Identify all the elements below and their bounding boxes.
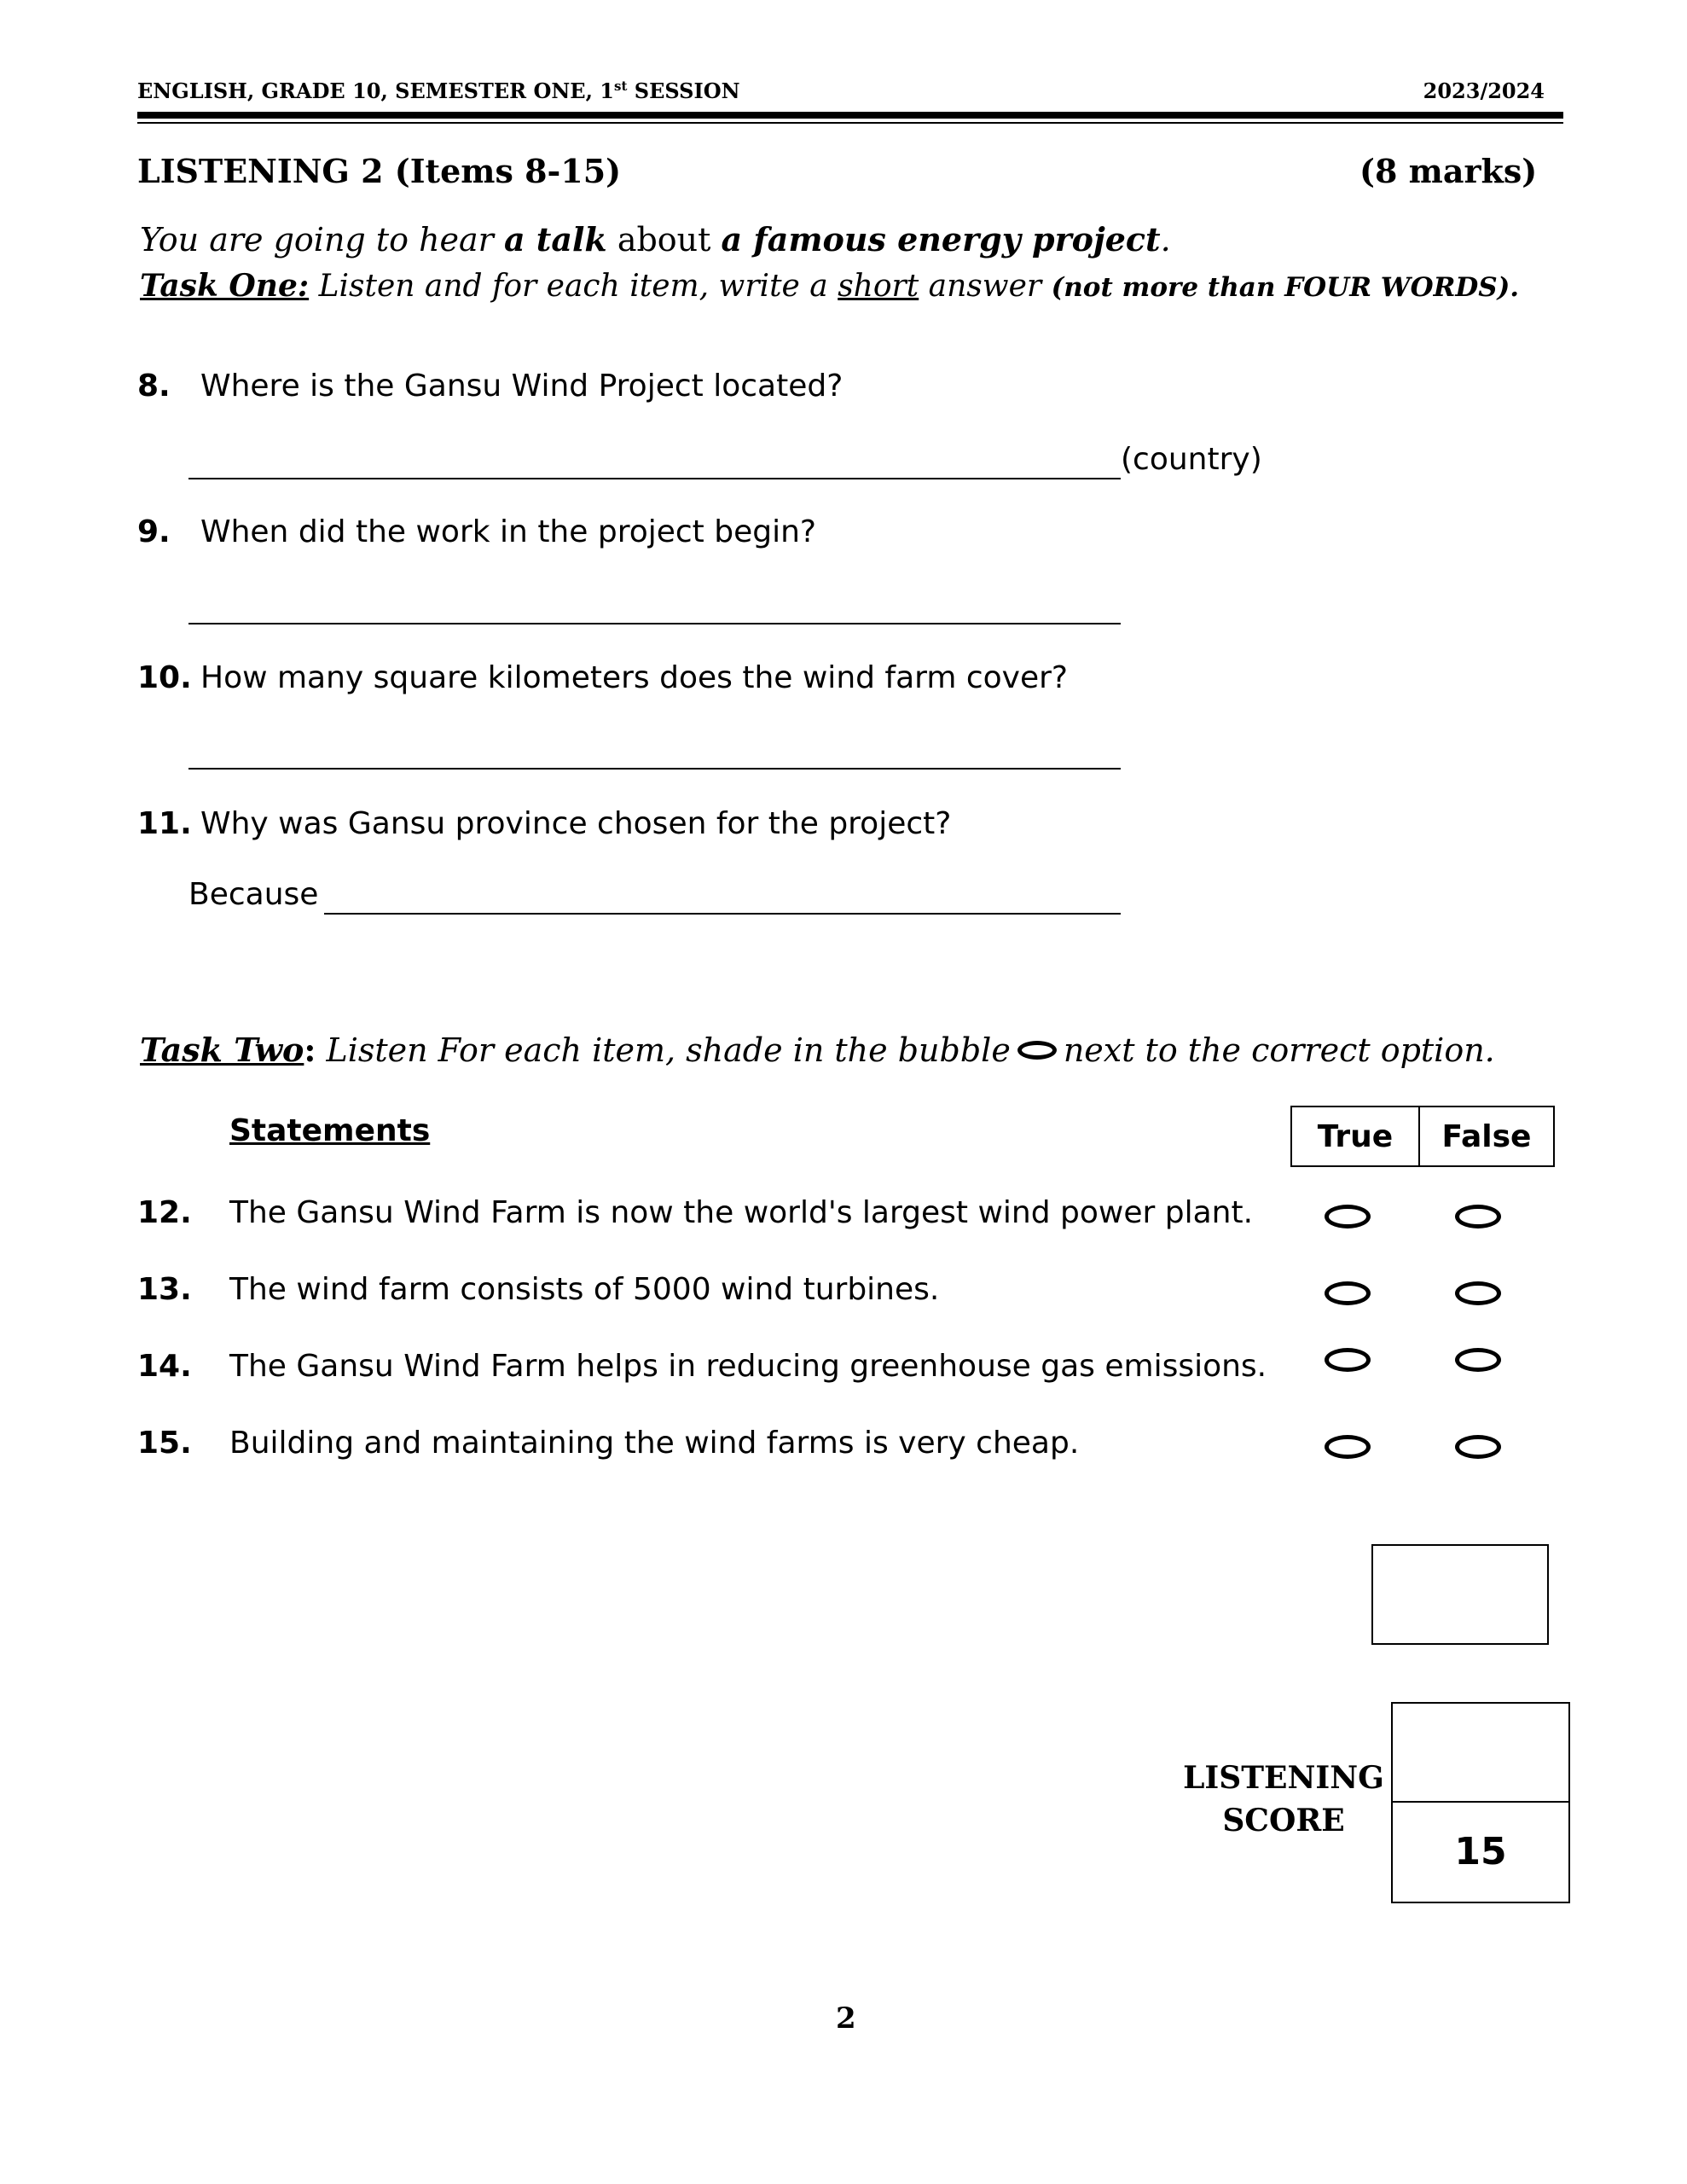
answer-8-suffix: (country) bbox=[1121, 442, 1262, 477]
answer-line-9[interactable] bbox=[188, 623, 1121, 624]
listening-score-total: 15 bbox=[1454, 1829, 1507, 1873]
statement-15: 15. Building and maintaining the wind farms is very cheap. bbox=[137, 1426, 1080, 1461]
task-one-instruction: Task One: Listen and for each item, write a short answer (not more than FOUR WORDS). bbox=[140, 268, 1520, 304]
question-10: 10. How many square kilometers does the wind farm cover? bbox=[137, 660, 1069, 695]
answer-line-11[interactable] bbox=[324, 913, 1121, 915]
question-9: 9. When did the work in the project begin? bbox=[137, 514, 817, 549]
bubble-icon bbox=[1017, 1041, 1057, 1060]
intro-text: You are going to hear a talk about a famous energy project. bbox=[140, 220, 1171, 258]
false-bubble-13[interactable] bbox=[1455, 1281, 1501, 1305]
header-rule-thin bbox=[137, 122, 1563, 124]
listening-score-label: LISTENING SCORE bbox=[1183, 1760, 1384, 1838]
task-two-instruction: Task Two: Listen For each item, shade in the bubble next to the correct option. bbox=[140, 1031, 1495, 1069]
header-rule-thick bbox=[137, 112, 1563, 119]
page-number: 2 bbox=[836, 2001, 856, 2036]
true-bubble-14[interactable] bbox=[1325, 1348, 1371, 1372]
true-bubble-12[interactable] bbox=[1325, 1205, 1371, 1228]
task-two-label: Task Two bbox=[140, 1031, 304, 1069]
statement-13: 13. The wind farm consists of 5000 wind turbines. bbox=[137, 1272, 940, 1307]
section-title: LISTENING 2 (Items 8-15) bbox=[137, 152, 622, 190]
question-11: 11. Why was Gansu province chosen for the project? bbox=[137, 806, 952, 841]
answer-line-8[interactable] bbox=[188, 478, 1121, 479]
statement-12: 12. The Gansu Wind Farm is now the world's largest wind power plant. bbox=[137, 1195, 1254, 1230]
statement-14: 14. The Gansu Wind Farm helps in reducing greenhouse gas emissions. bbox=[137, 1349, 1267, 1384]
question-8: 8. Where is the Gansu Wind Project located? bbox=[137, 369, 844, 404]
true-bubble-13[interactable] bbox=[1325, 1281, 1371, 1305]
task-one-label: Task One: bbox=[140, 268, 310, 304]
answer-line-10[interactable] bbox=[188, 768, 1121, 770]
false-bubble-12[interactable] bbox=[1455, 1205, 1501, 1228]
listening-score-input[interactable] bbox=[1393, 1704, 1568, 1801]
true-column-header: True bbox=[1292, 1107, 1420, 1165]
section-marks: (8 marks) bbox=[1359, 152, 1538, 190]
false-bubble-15[interactable] bbox=[1455, 1435, 1501, 1459]
true-bubble-15[interactable] bbox=[1325, 1435, 1371, 1459]
false-bubble-14[interactable] bbox=[1455, 1348, 1501, 1372]
exam-header-year: 2023/2024 bbox=[1423, 78, 1545, 103]
item-mark-box[interactable] bbox=[1371, 1544, 1549, 1645]
true-false-header bbox=[1290, 1106, 1555, 1167]
false-column-header: False bbox=[1441, 1118, 1532, 1154]
exam-header-title: ENGLISH, GRADE 10, SEMESTER ONE, 1st SESSION bbox=[137, 78, 740, 103]
answer-11-prefix: Because bbox=[188, 877, 319, 912]
statements-header: Statements bbox=[229, 1113, 431, 1148]
